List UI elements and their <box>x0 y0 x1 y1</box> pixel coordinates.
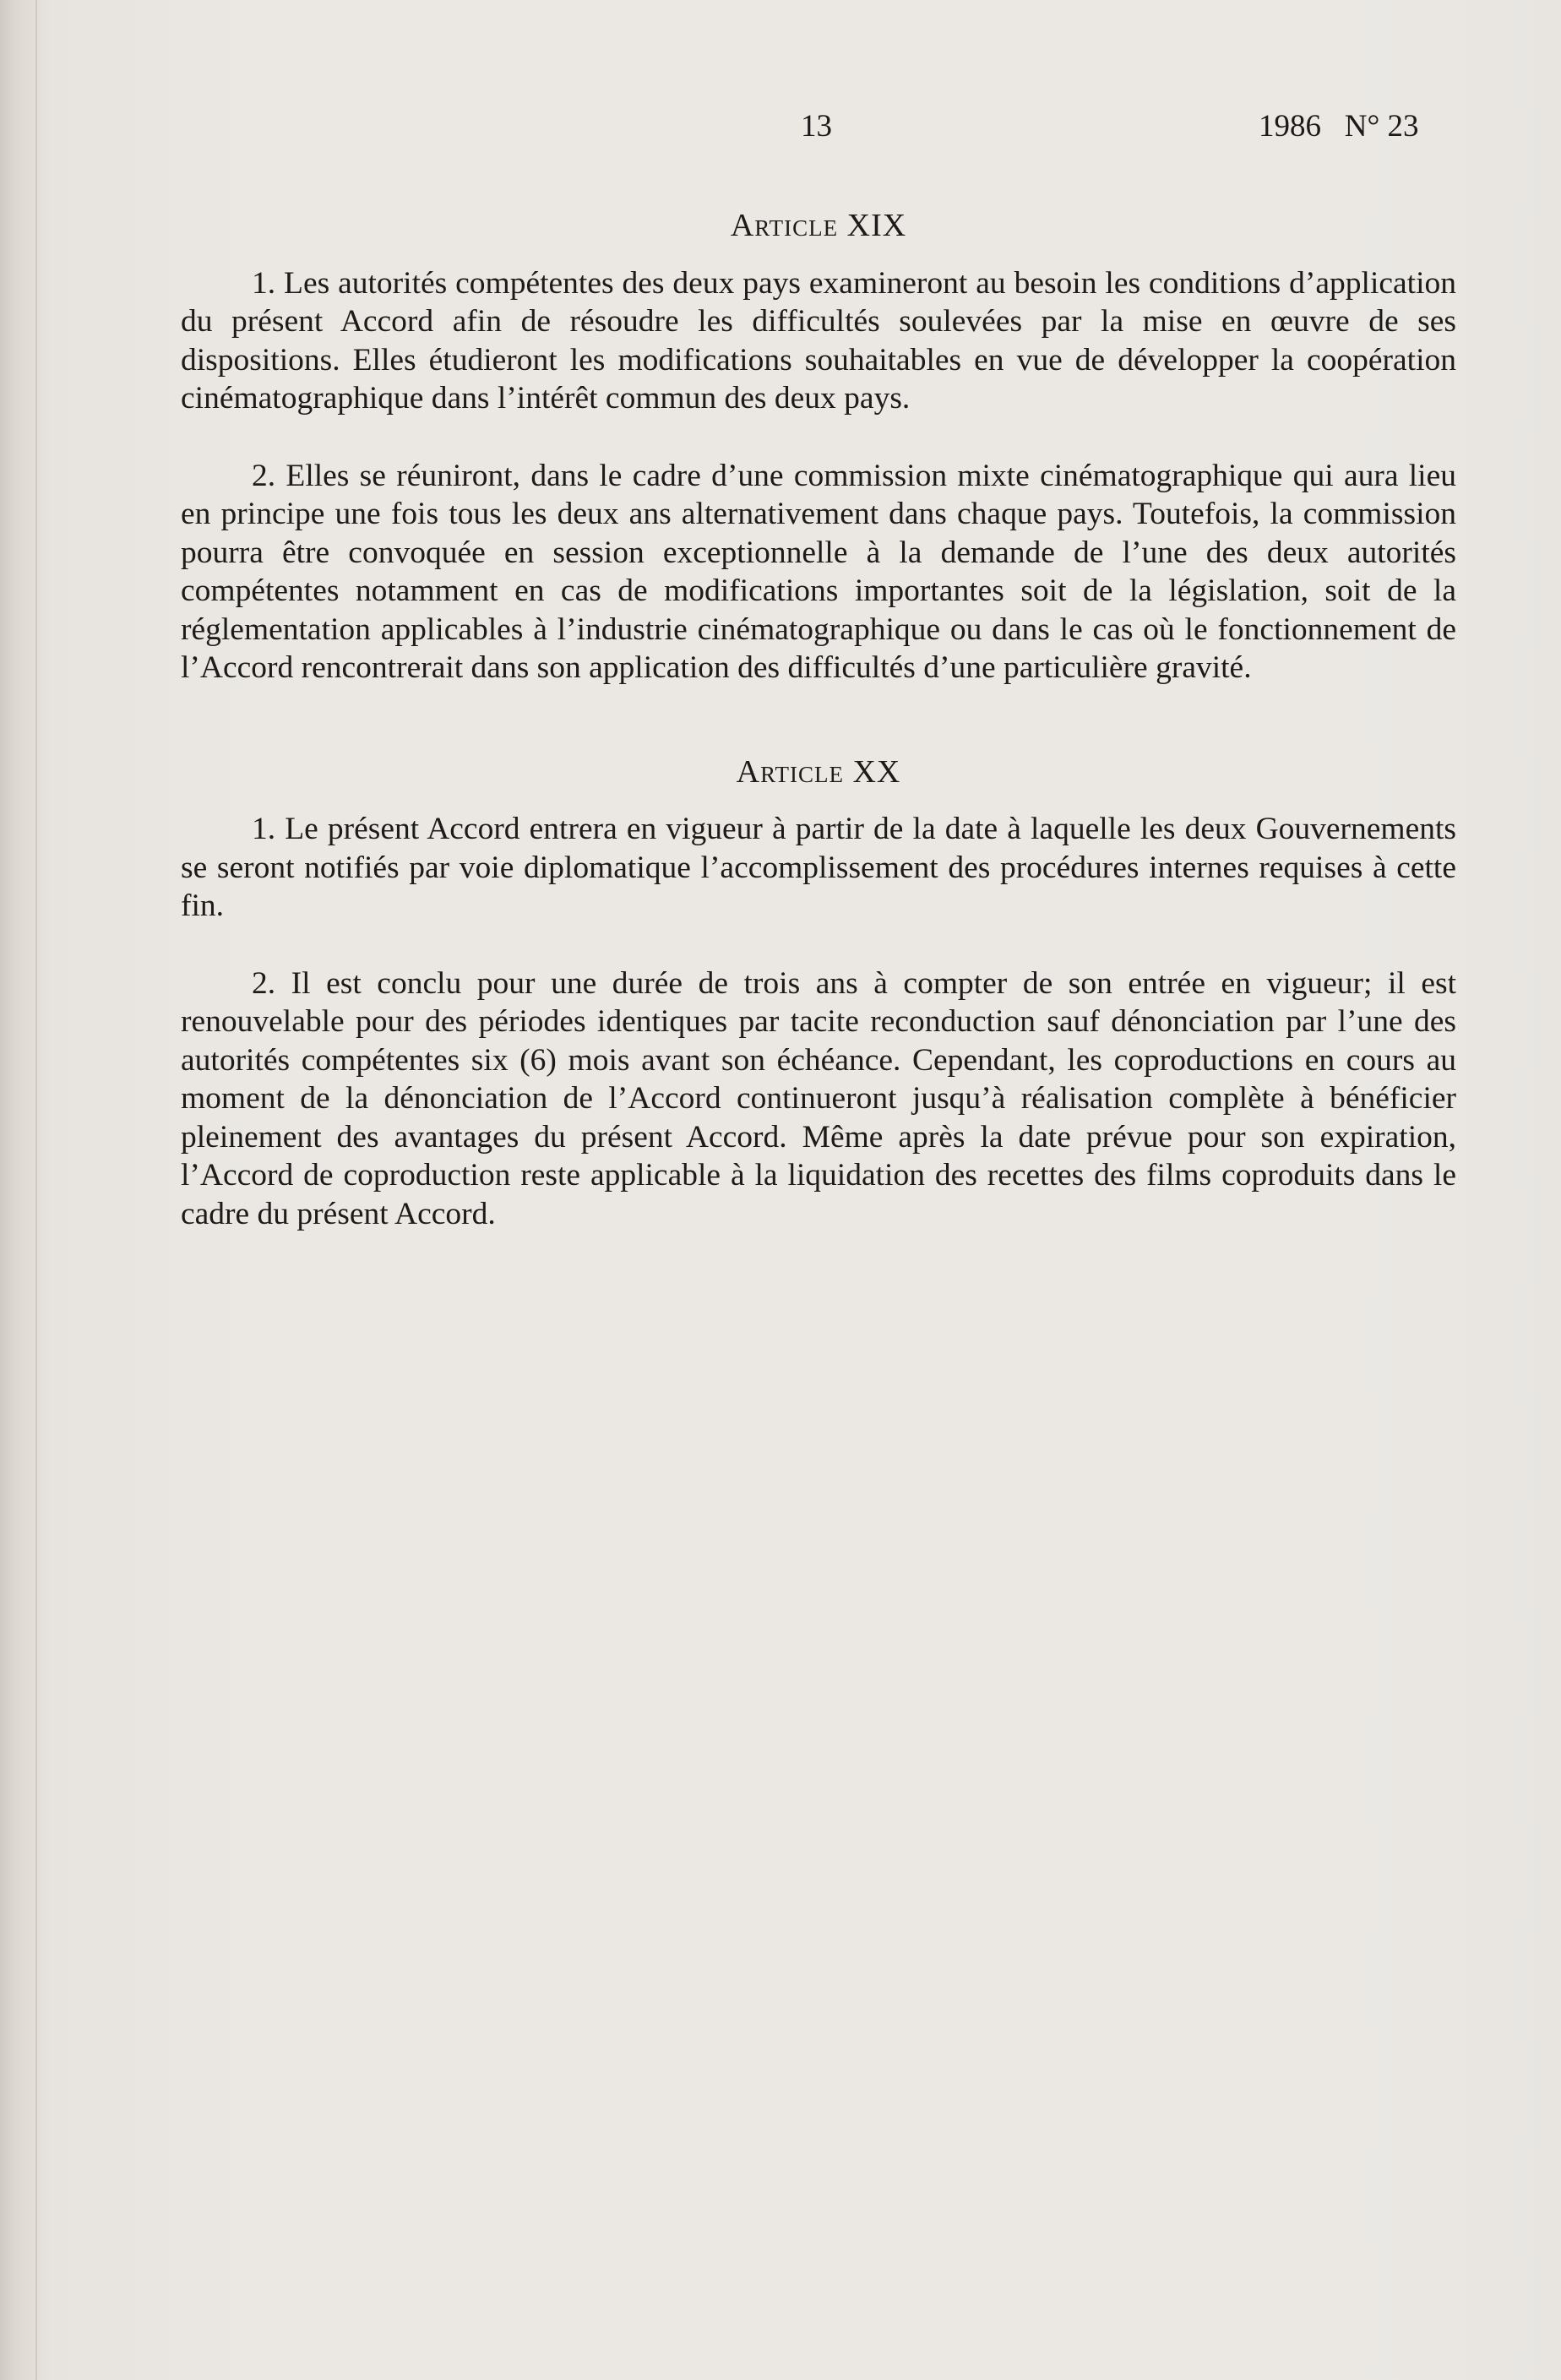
article-paragraph: 1. Le présent Accord entrera en vigueur à partir de la date à laquelle les deux Gouvernements se seront notifiés par voie diplomatique l’accomplissement des procédures internes requises à cette fin. <box>181 812 1456 923</box>
running-header <box>0 108 1561 159</box>
article-paragraph: 1. Les autorités compétentes des deux pays examineront au besoin les conditions d’application du présent Accord afin de résoudre les difficultés soulevées par la mise en œuvre de ses dispositions. Elles étudieront les modifications souhaitables en vue de développer la coopération cinématographique dans l’intérêt commun des deux pays. <box>181 265 1456 416</box>
article-paragraph: 2. Elles se réuniront, dans le cadre d’une commission mixte cinématographique qui aura lieu en principe une fois tous les deux ans alternativement dans chaque pays. Toutefois, la commission pourra être convoquée en session exceptionnelle à la demande de l’une des deux autorités compétentes notamment en cas de modifications importantes soit de la législation, soit de la réglementation applicables à l’industrie cinématographique ou dans le cas où le fonctionnement de l’Accord rencontrerait dans son application des difficultés d’une particulière gravité. <box>181 458 1456 685</box>
issue-reference: 1986 N° 23 <box>1259 109 1419 144</box>
binding-gutter <box>35 0 37 2380</box>
article-paragraph: 2. Il est conclu pour une durée de trois ans à compter de son entrée en vigueur; il est renouvelable pour des périodes identiques par tacite reconduction sauf dénonciation par l’une des autorités compétentes six (6) mois avant son échéance. Cependant, les coproductions en cours au moment de la dénonciation de l’Accord continueront jusqu’à réalisation complète à bénéficier pleinement des avantages du présent Accord. Même après la date prévue pour son expiration, l’Accord de coproduction reste applicable à la liquidation des recettes des films coproduits dans le cadre du présent Accord. <box>181 965 1456 1231</box>
article-heading: Article XX <box>736 753 901 790</box>
page-number: 13 <box>801 109 832 144</box>
article-19 <box>181 207 1456 687</box>
document-body <box>181 207 1456 1233</box>
article-20 <box>181 753 1456 1234</box>
article-heading: Article XIX <box>730 208 907 243</box>
